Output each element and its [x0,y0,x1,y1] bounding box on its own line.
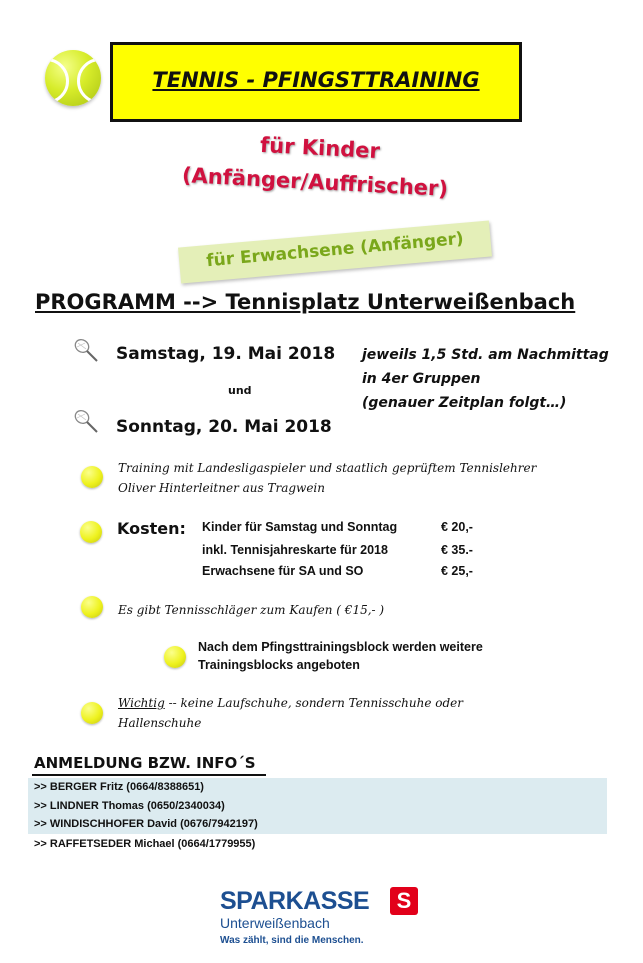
tennis-ball-icon [45,50,101,106]
date-saturday: Samstag, 19. Mai 2018 [116,344,336,364]
training-line-1: Training mit Landesligaspieler und staatlich geprüftem Tennislehrer [118,461,537,475]
cost-price-annual-card: € 35.- [441,543,473,557]
more-blocks-line-1: Nach dem Pfingsttrainingsblock werden weitere [198,640,483,654]
cost-price-kids: € 20,- [441,520,473,534]
rackets-note: Es gibt Tennisschläger zum Kaufen ( €15,- ) [118,603,385,617]
important-line-2: Hallenschuhe [118,716,202,730]
contact-raffetseder: >> RAFFETSEDER Michael (0664/1779955) [34,838,256,850]
important-text: -- keine Laufschuhe, sondern Tennisschuhe oder [164,696,463,710]
kids-subheading: (Anfänger/Auffrischer) [181,163,449,201]
program-heading: PROGRAMM --> Tennisplatz Unterweißenbach [35,290,576,314]
cost-desc-kids: Kinder für Samstag und Sonntag [202,520,398,534]
kids-heading: für Kinder [259,132,381,164]
registration-heading: ANMELDUNG BZW. INFO´S [34,754,256,772]
schedule-note-3: (genauer Zeitplan folgt…) [362,395,567,411]
schedule-note-2: in 4er Gruppen [362,371,481,387]
costs-label: Kosten: [117,519,186,538]
bullet-ball-icon [81,702,103,724]
cost-desc-annual-card: inkl. Tennisjahreskarte für 2018 [202,543,388,557]
training-line-2: Oliver Hinterleitner aus Tragwein [118,481,325,495]
sponsor-location: Unterweißenbach [220,915,330,931]
tennis-racket-icon [73,337,99,363]
bullet-ball-icon [81,596,103,618]
registration-underline [32,774,266,776]
sponsor-slogan: Was zählt, sind die Menschen. [220,935,364,946]
sparkasse-logo-icon: S [390,887,418,915]
adults-heading: für Erwachsene (Anfänger) [205,228,465,272]
date-sunday: Sonntag, 20. Mai 2018 [116,417,332,437]
schedule-note-1: jeweils 1,5 Std. am Nachmittag [362,347,609,363]
contact-windischhofer: >> WINDISCHHOFER David (0676/7942197) [34,818,258,830]
cost-desc-adults: Erwachsene für SA und SO [202,564,364,578]
and-label: und [228,384,252,397]
more-blocks-line-2: Trainingsblocks angeboten [198,658,360,672]
bullet-ball-icon [81,466,103,488]
contact-berger: >> BERGER Fritz (0664/8388651) [34,781,204,793]
page-title: TENNIS - PFINGSTTRAINING [152,68,480,92]
important-label: Wichtig [118,696,165,710]
tennis-racket-icon [73,408,99,434]
cost-price-adults: € 25,- [441,564,473,578]
bullet-ball-icon [80,521,102,543]
important-line-1 [118,693,463,713]
bullet-ball-icon [164,646,186,668]
contact-lindner: >> LINDNER Thomas (0650/2340034) [34,800,225,812]
sponsor-name: SPARKASSE [220,887,370,915]
